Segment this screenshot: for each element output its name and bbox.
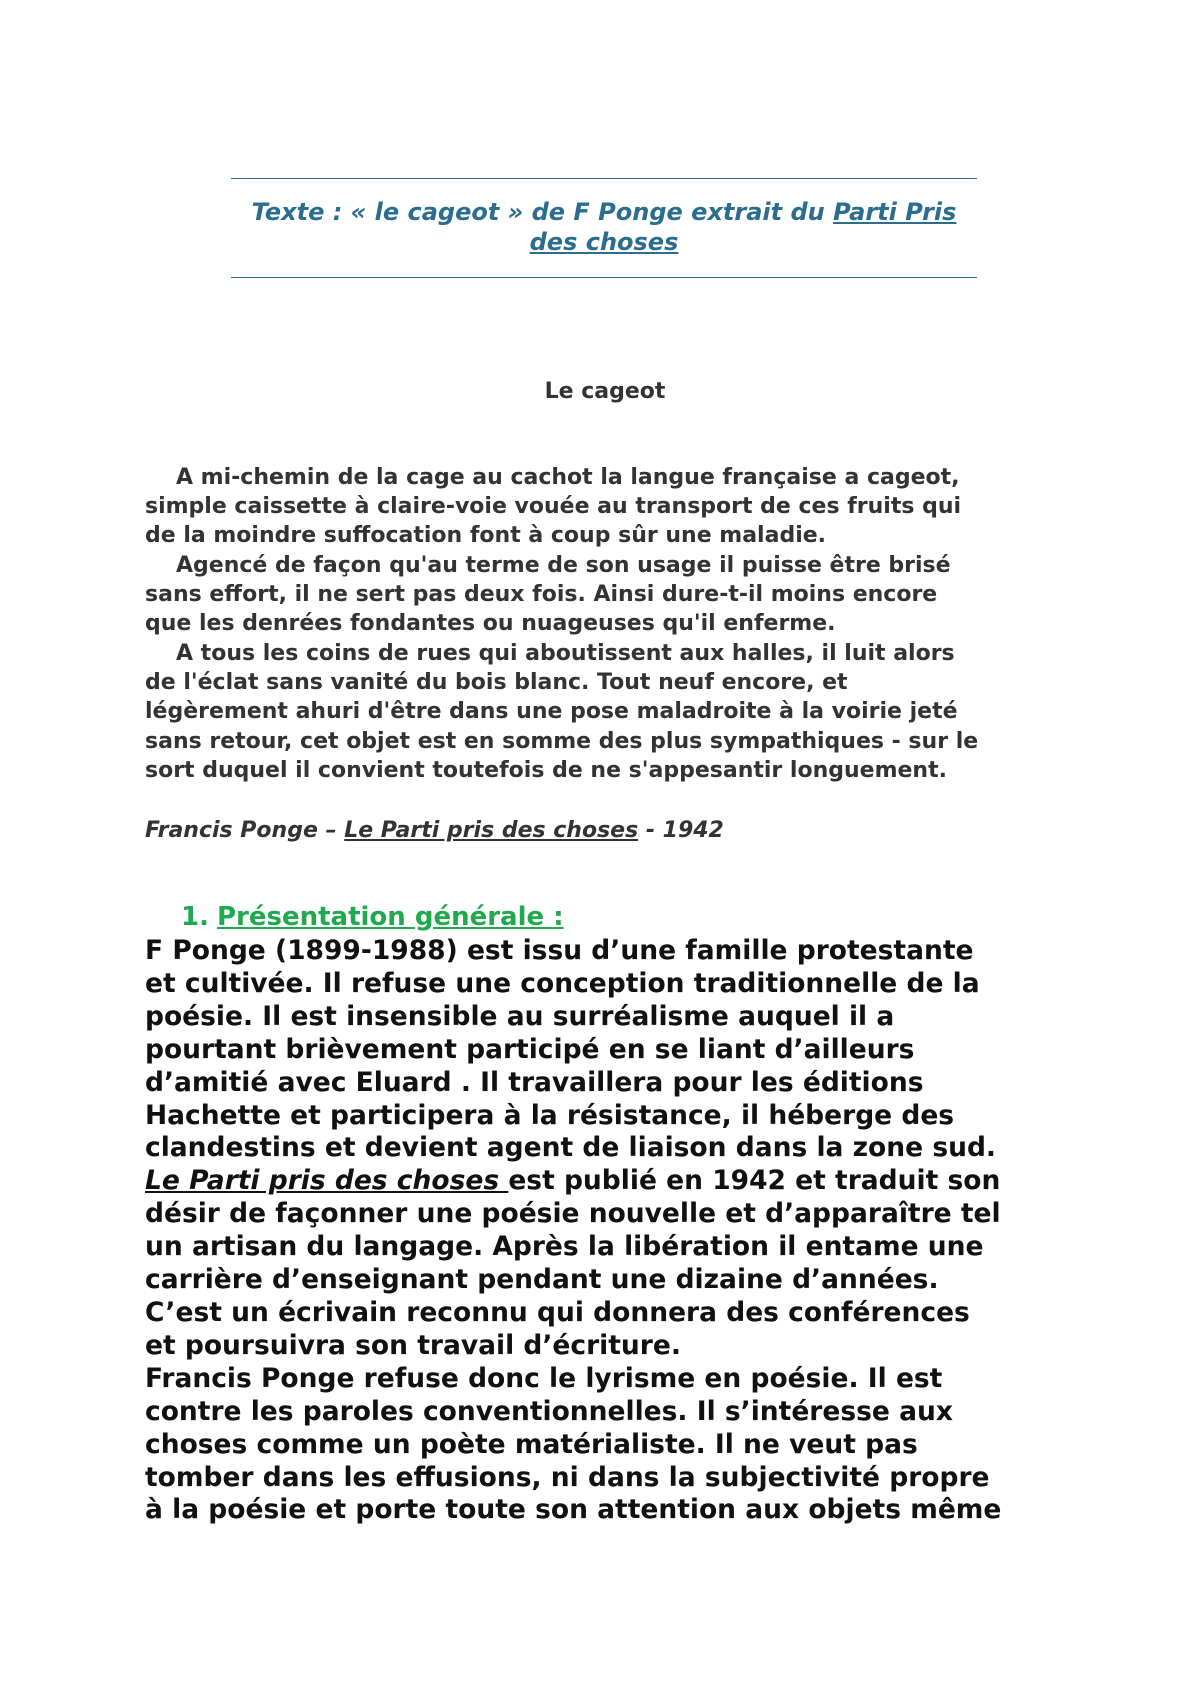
poem-line: légèrement ahuri d'être dans une pose maladroite à la voirie jeté bbox=[145, 699, 958, 725]
title-bottom-rule bbox=[231, 277, 977, 278]
title-work-line1: Parti Pris bbox=[833, 198, 957, 226]
poem-line: de la moindre suffocation font à coup sûr une maladie. bbox=[145, 523, 827, 549]
poem-line: Agencé de façon qu'au terme de son usage il puisse être brisé bbox=[176, 553, 951, 578]
poem-line: sort duquel il convient toutefois de ne s'appesantir longuement. bbox=[145, 757, 947, 783]
body-work-rest: est publié en 1942 et traduit son bbox=[508, 1165, 1001, 1197]
body-line: et poursuivra son travail d’écriture. bbox=[145, 1329, 681, 1361]
section-label: Présentation générale : bbox=[216, 902, 564, 932]
poem-title: Le cageot bbox=[544, 379, 666, 404]
title-work-line2: des choses bbox=[529, 228, 679, 256]
body-line: pourtant brièvement participé en se liant d’ailleurs bbox=[145, 1033, 915, 1065]
document-title bbox=[231, 197, 977, 257]
poem-paragraph-2 bbox=[145, 551, 1075, 639]
body-line: contre les paroles conventionnelles. Il s’intéresse aux bbox=[145, 1395, 953, 1427]
poem-line: de l'éclat sans vanité du bois blanc. Tout neuf encore, et bbox=[145, 670, 848, 696]
poem-line: A tous les coins de rues qui aboutissent aux halles, il luit alors bbox=[176, 641, 955, 666]
citation-work: Le Parti pris des choses bbox=[344, 818, 639, 843]
body-line: désir de façonner une poésie nouvelle et d’apparaître tel bbox=[145, 1198, 1001, 1230]
body-line: choses comme un poète matérialiste. Il ne veut pas bbox=[145, 1428, 918, 1460]
body-line: carrière d’enseignant pendant une dizaine d’années. bbox=[145, 1264, 939, 1296]
body-line: un artisan du langage. Après la libération il entame une bbox=[145, 1231, 984, 1263]
body-line: à la poésie et porte toute son attention aux objets même bbox=[145, 1494, 1002, 1526]
section-number: 1. bbox=[181, 902, 209, 932]
poem-line: que les denrées fondantes ou nuageuses qu'il enferme. bbox=[145, 611, 836, 637]
body-line: clandestins et devient agent de liaison dans la zone sud. bbox=[145, 1132, 997, 1164]
body-line: poésie. Il est insensible au surréalisme auquel il a bbox=[145, 1000, 895, 1032]
poem-paragraph-3 bbox=[145, 639, 1075, 785]
section-heading bbox=[181, 902, 564, 932]
poem-line: simple caissette à claire-voie vouée au transport de ces fruits qui bbox=[145, 494, 962, 520]
section-body bbox=[145, 935, 1075, 1527]
body-line: F Ponge (1899-1988) est issu d’une famille protestante bbox=[145, 935, 974, 966]
poem-paragraph-1 bbox=[145, 463, 1075, 551]
title-prefix: Texte : « le cageot » de F Ponge extrait du bbox=[251, 198, 834, 226]
body-line: et cultivée. Il refuse une conception traditionnelle de la bbox=[145, 967, 980, 999]
body-line: Hachette et participera à la résistance, il héberge des bbox=[145, 1099, 955, 1131]
body-line-work bbox=[145, 1165, 1075, 1198]
body-line: Francis Ponge refuse donc le lyrisme en poésie. Il est bbox=[145, 1362, 943, 1394]
poem-line: sans effort, il ne sert pas deux fois. Ainsi dure-t-il moins encore bbox=[145, 582, 938, 608]
poem-line: sans retour, cet objet est en somme des plus sympathiques - sur le bbox=[145, 728, 979, 754]
poem-citation bbox=[145, 818, 724, 843]
poem-line: A mi-chemin de la cage au cachot la langue française a cageot, bbox=[176, 465, 960, 490]
title-top-rule bbox=[231, 178, 977, 179]
body-work-title: Le Parti pris des choses bbox=[145, 1165, 509, 1197]
citation-author: Francis Ponge – bbox=[145, 818, 345, 843]
body-line: C’est un écrivain reconnu qui donnera des conférences bbox=[145, 1296, 970, 1328]
body-line: tomber dans les effusions, ni dans la subjectivité propre bbox=[145, 1461, 990, 1493]
body-line: d’amitié avec Eluard . Il travaillera pour les éditions bbox=[145, 1066, 924, 1098]
citation-year: - 1942 bbox=[638, 818, 724, 843]
